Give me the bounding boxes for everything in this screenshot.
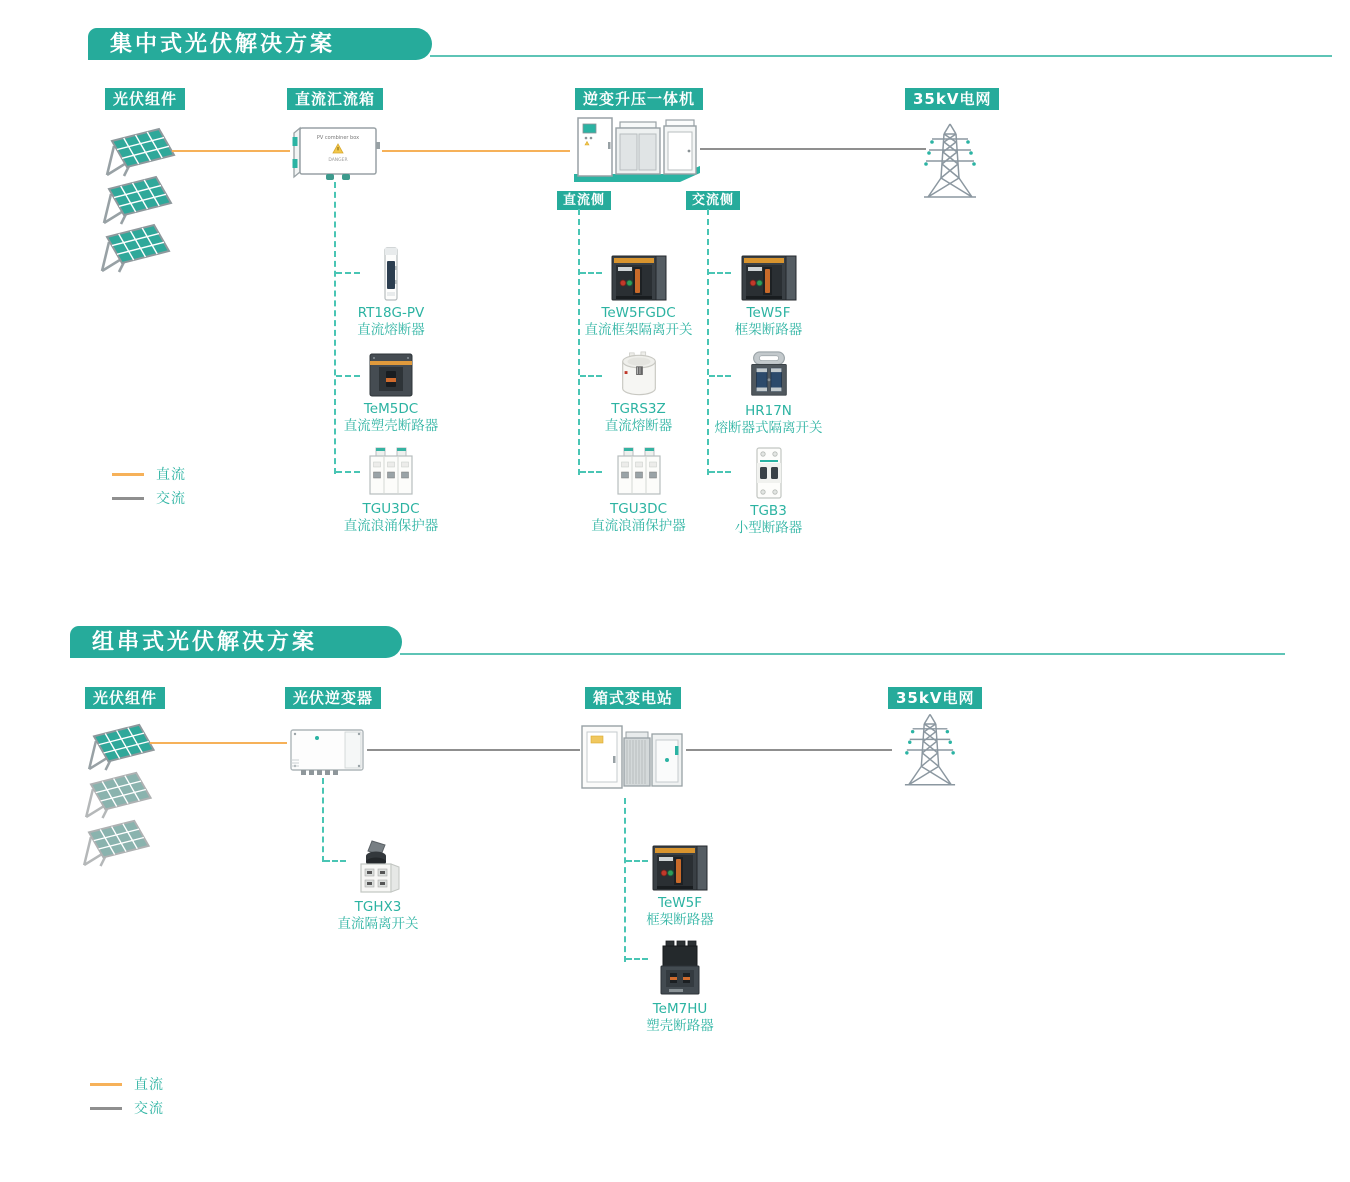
stage-inverter-booster-label: 逆变升压一体机 <box>575 88 703 110</box>
product-model: TeW5F <box>746 305 791 321</box>
product-model: TGU3DC <box>610 501 667 517</box>
legend-dc-row <box>90 1072 164 1096</box>
product-desc: 直流浪涌保护器 <box>343 518 439 534</box>
product-card <box>566 350 711 435</box>
dc-line-combiner-to-inverter <box>382 150 570 152</box>
miniature-breaker-icon <box>751 446 787 500</box>
legend-ac-label: 交流 <box>156 491 186 507</box>
pv-panel-icon <box>100 124 176 178</box>
inverter-booster-station-icon <box>568 112 703 192</box>
legend-ac-label: 交流 <box>134 1101 164 1117</box>
combiner-title-text: PV combiner box <box>316 135 360 141</box>
legend-dc-row <box>112 462 186 486</box>
section1-title: 集中式光伏解决方案 <box>88 28 432 60</box>
grid-tower-icon <box>903 712 957 788</box>
product-card <box>696 350 841 437</box>
frame-breaker-icon <box>740 252 798 302</box>
stage-grid-35kv-label: 35kV电网 <box>888 687 982 709</box>
product-model: TGRS3Z <box>611 401 666 417</box>
stage-pv-modules-label: 光伏组件 <box>105 88 185 110</box>
stage-box-substation-label: 箱式变电站 <box>585 687 681 709</box>
product-desc: 框架断路器 <box>646 912 714 928</box>
legend-ac-row <box>90 1096 164 1120</box>
dc-line-panels-to-inverter <box>150 742 287 744</box>
product-model: TeM7HU <box>652 1001 708 1017</box>
product-card <box>566 246 711 339</box>
dc-line-swatch <box>112 473 144 476</box>
stage-dc-combiner-label: 直流汇流箱 <box>287 88 383 110</box>
product-card <box>310 838 446 933</box>
product-card <box>566 444 711 535</box>
molded-case-breaker-icon <box>657 940 703 998</box>
ac-line-swatch <box>90 1107 122 1110</box>
product-desc: 直流熔断器 <box>604 418 673 434</box>
surge-protector-icon <box>615 446 663 498</box>
product-desc: 直流浪涌保护器 <box>591 518 686 534</box>
product-model: TeW5FGDC <box>601 305 676 321</box>
product-desc: 塑壳断路器 <box>646 1018 714 1034</box>
product-card <box>612 840 748 929</box>
product-desc: 熔断器式隔离开关 <box>714 420 823 436</box>
dc-fuse-icon <box>380 246 402 302</box>
stage-pv-modules-label: 光伏组件 <box>85 687 165 709</box>
stage-grid-35kv-label: 35kV电网 <box>905 88 999 110</box>
dc-side-label: 直流侧 <box>557 191 611 210</box>
product-model: RT18G-PV <box>357 305 425 321</box>
product-model: TGU3DC <box>362 501 420 517</box>
dc-line-panels-to-combiner <box>172 150 290 152</box>
pv-panel-icon <box>82 720 156 772</box>
legend-ac-row <box>112 486 186 510</box>
fuse-switch-disconnector-icon <box>746 350 792 400</box>
ac-line-swatch <box>112 497 144 500</box>
dc-isolator-switch-icon <box>352 838 404 896</box>
section2-title: 组串式光伏解决方案 <box>70 626 402 658</box>
surge-protector-icon <box>367 446 415 498</box>
cylindrical-fuse-icon <box>615 350 663 398</box>
pv-panel-icon <box>77 816 151 868</box>
product-model: HR17N <box>745 403 792 419</box>
section1-title-rule <box>430 55 1332 57</box>
grid-tower-icon <box>922 122 978 200</box>
combiner-danger-text: DANGER <box>328 158 348 163</box>
dc-combiner-box-icon <box>290 124 382 182</box>
molded-case-breaker-icon <box>366 352 416 398</box>
dc-line-swatch <box>90 1083 122 1086</box>
legend-dc-label: 直流 <box>134 1077 164 1093</box>
product-card <box>696 246 841 339</box>
product-model: TeW5F <box>658 895 702 911</box>
pv-panel-icon <box>95 220 171 274</box>
section2-title-rule <box>400 653 1285 655</box>
product-model: TGB3 <box>750 503 787 519</box>
product-desc: 直流框架隔离开关 <box>584 322 693 338</box>
legend <box>90 1072 164 1120</box>
pv-panel-icon <box>79 768 153 820</box>
product-card <box>696 444 841 537</box>
product-desc: 直流隔离开关 <box>337 916 419 932</box>
box-substation-icon <box>578 718 686 798</box>
product-desc: 小型断路器 <box>734 520 803 536</box>
product-desc: 直流塑壳断路器 <box>343 418 439 434</box>
frame-breaker-icon <box>610 252 668 302</box>
pv-panel-icon <box>97 172 173 226</box>
frame-breaker-icon <box>651 842 709 892</box>
product-card <box>323 350 459 435</box>
legend-dc-label: 直流 <box>156 467 186 483</box>
legend <box>112 462 186 510</box>
product-model: TGHX3 <box>354 899 402 915</box>
ac-line-substation-to-grid <box>686 749 892 751</box>
product-model: TeM5DC <box>363 401 419 417</box>
product-card <box>323 246 459 339</box>
product-card <box>323 444 459 535</box>
ac-line-inverter-to-grid <box>700 148 926 150</box>
stage-pv-inverter-label: 光伏逆变器 <box>285 687 381 709</box>
product-card <box>612 938 748 1035</box>
ac-side-label: 交流侧 <box>686 191 740 210</box>
product-desc: 框架断路器 <box>734 322 803 338</box>
ac-line-inverter-to-substation <box>367 749 580 751</box>
string-inverter-icon <box>287 726 367 778</box>
product-desc: 直流熔断器 <box>357 322 425 338</box>
